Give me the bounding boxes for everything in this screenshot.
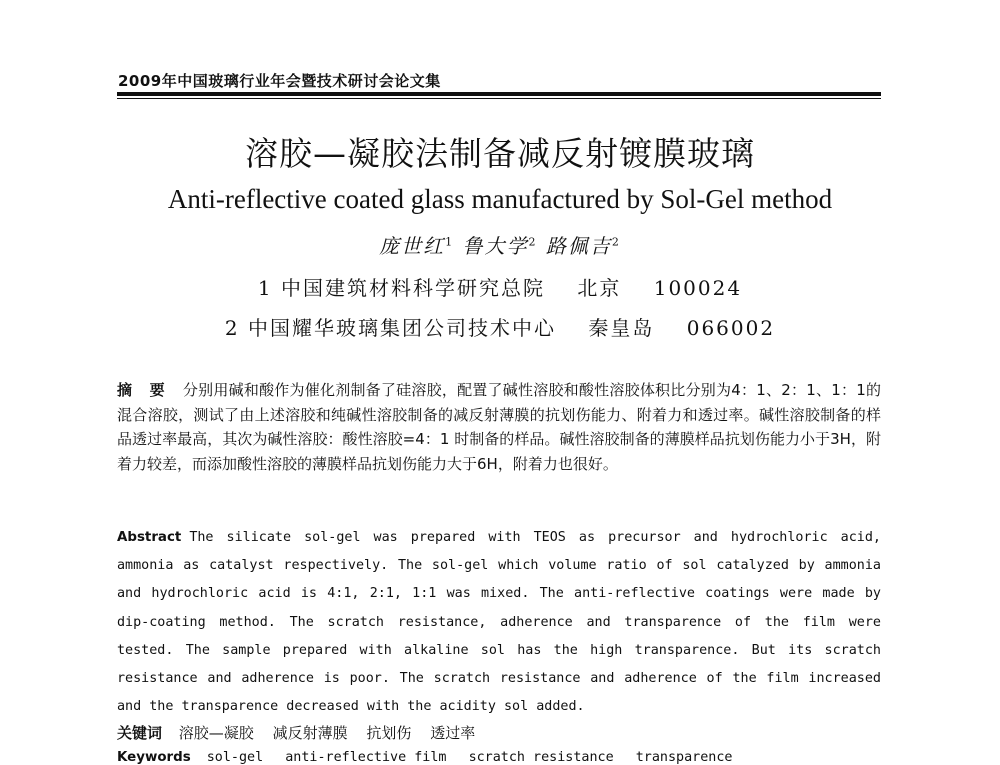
abstract-english bbox=[117, 524, 881, 721]
author-affiliation-mark: 2 bbox=[528, 235, 538, 249]
keywords-en-label: Keywords bbox=[117, 750, 191, 765]
abstract-en-label: Abstract bbox=[117, 530, 182, 545]
author-affiliation-mark: 2 bbox=[611, 235, 621, 249]
author-list bbox=[0, 230, 1000, 259]
header-rule-thick bbox=[117, 92, 881, 96]
keyword: transparence bbox=[635, 750, 733, 765]
abstract-cn-label: 摘 要 bbox=[117, 381, 171, 399]
affiliation-postcode: 066002 bbox=[686, 316, 776, 340]
author-name: 路佩吉 bbox=[545, 234, 612, 258]
affiliation-org: 中国耀华玻璃集团公司技术中心 bbox=[248, 316, 556, 340]
title-english: Anti-reflective coated glass manufactured by Sol-Gel method bbox=[167, 184, 833, 214]
keywords-chinese bbox=[117, 722, 881, 743]
title-chinese: 溶胶—凝胶法制备减反射镀膜玻璃 bbox=[245, 134, 755, 173]
affiliation-2 bbox=[0, 312, 1000, 341]
affiliation-org: 中国建筑材料科学研究总院 bbox=[281, 276, 545, 300]
author-name: 鲁大学 bbox=[462, 234, 529, 258]
keywords-english bbox=[117, 750, 881, 765]
author-affiliation-mark: 1 bbox=[445, 235, 455, 249]
author-name: 庞世红 bbox=[379, 234, 446, 258]
keywords-cn-label: 关键词 bbox=[117, 724, 163, 742]
affiliation-city: 秦皇岛 bbox=[588, 316, 655, 340]
header-rule-thin bbox=[117, 98, 881, 99]
affiliation-number: 2 bbox=[224, 316, 240, 340]
abstract-en-text: The silicate sol-gel was prepared with TEOS as precursor and hydrochloric acid, ammonia as catalyst respectively. The sol-gel which volume ratio of sol catalyzed by ammonia and hydrochloric acid is 4:1, 2:1, 1:1 was mixed. The anti-reflective coatings were made by dip-coating method. The scratch resistance, adherence and transparence of the film were tested. The sample prepared with alkaline sol has the high transparence. But its scratch resistance and adherence is poor. The scratch resistance and adherence of the film increased and the transparence decreased with the acidity sol added. bbox=[117, 530, 881, 715]
running-header: 2009年中国玻璃行业年会暨技术研讨会论文集 bbox=[118, 72, 441, 90]
keyword: 抗划伤 bbox=[366, 724, 412, 742]
keyword: 溶胶—凝胶 bbox=[178, 724, 254, 742]
keyword: sol-gel bbox=[206, 750, 264, 765]
keyword: 减反射薄膜 bbox=[272, 724, 348, 742]
keyword: anti-reflective film bbox=[285, 750, 447, 765]
affiliation-number: 1 bbox=[257, 276, 273, 300]
affiliation-postcode: 100024 bbox=[653, 276, 743, 300]
keyword: 透过率 bbox=[430, 724, 476, 742]
abstract-cn-text: 分别用碱和酸作为催化剂制备了硅溶胶，配置了碱性溶胶和酸性溶胶体积比分别为4：1、2：1、1：1的混合溶胶，测试了由上述溶胶和纯碱性溶胶制备的减反射薄膜的抗划伤能力、附着力和透过率。碱性溶胶制备的样品透过率最高，其次为碱性溶胶：酸性溶胶=4：1 时制备的样品。碱性溶胶制备的薄膜样品抗划伤能力小于3H，附着力较差，而添加酸性溶胶的薄膜样品抗划伤能力大于6H，附着力也很好。 bbox=[117, 381, 881, 473]
affiliation-city: 北京 bbox=[577, 276, 622, 300]
abstract-chinese bbox=[117, 378, 881, 476]
keyword: scratch resistance bbox=[468, 750, 614, 765]
affiliation-1 bbox=[0, 272, 1000, 301]
